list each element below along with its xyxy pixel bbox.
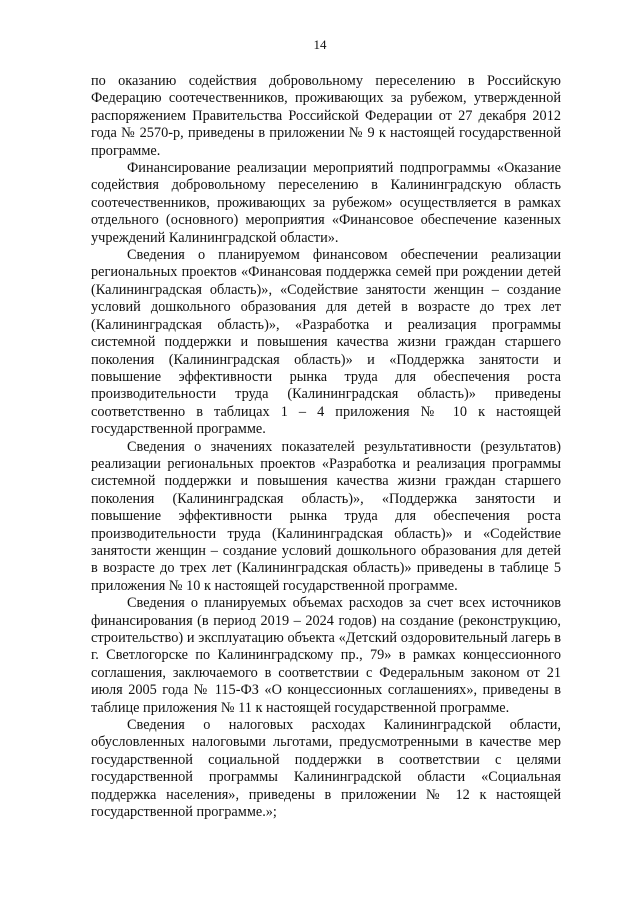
paragraph-financing: Финансирование реализации мероприятий подпрограммы «Оказание содействия добровольному переселению в Калининградскую область соотечественников, проживающих за рубежом» осуществляется в рамках отдельного (основного) мероприятия «Финансовое обеспечение казенных учреждений Калининградской области». [91,160,561,246]
document-body [91,73,561,821]
paragraph-tax-expenses: Сведения о налоговых расходах Калининградской области, обусловленных налоговыми льготами, предусмотренными в качестве мер государственной социальной поддержки в соответствии с целями государственной программы Калининградской области «Социальная поддержка населения», приведены в приложении № 12 к настоящей государственной программе.»; [91,717,561,821]
paragraph-planned-expenses: Сведения о планируемых объемах расходов за счет всех источников финансирования (в период 2019 – 2024 годов) на создание (реконструкцию, строительство) и эксплуатацию объекта «Детский оздоровительный лагерь в г. Светлогорске по Калининградскому пр., 79» в рамках концессионного соглашения, заключаемого в соответствии с Федеральным законом от 21 июля 2005 года № 115-ФЗ «О концессионных соглашениях», приведены в таблице приложения № 11 к настоящей государственной программе. [91,595,561,716]
paragraph-regional-projects-financing: Сведения о планируемом финансовом обеспечении реализации региональных проектов «Финансовая поддержка семей при рождении детей (Калининградская область)», «Содействие занятости женщин – создание условий дошкольного образования для детей в возрасте до трех лет (Калининградская область)», «Разработка и реализация программы системной поддержки и повышения качества жизни граждан старшего поколения (Калининградская область)» и «Поддержка занятости и повышение эффективности рынка труда для обеспечения роста производительности труда (Калининградская область)» приведены соответственно в таблицах 1 – 4 приложения № 10 к настоящей государственной программе. [91,247,561,438]
page-number: 14 [313,37,327,52]
paragraph-continuation: по оказанию содействия добровольному переселению в Российскую Федерацию соотечественников, проживающих за рубежом, утвержденной распоряжением Правительства Российской Федерации от 27 декабря 2012 года № 2570-р, приведены в приложении № 9 к настоящей государственной программе. [91,73,561,159]
paragraph-performance-indicators: Сведения о значениях показателей результативности (результатов) реализации региональных проектов «Разработка и реализация программы системной поддержки и повышения качества жизни граждан старшего поколения (Калининградская область)», «Поддержка занятости и повышение эффективности рынка труда для обеспечения роста производительности труда (Калининградская область)» и «Содействие занятости женщин – создание условий дошкольного образования для детей в возрасте до трех лет (Калининградская область)» приведены в таблице 5 приложения № 10 к настоящей государственной программе. [91,438,561,594]
